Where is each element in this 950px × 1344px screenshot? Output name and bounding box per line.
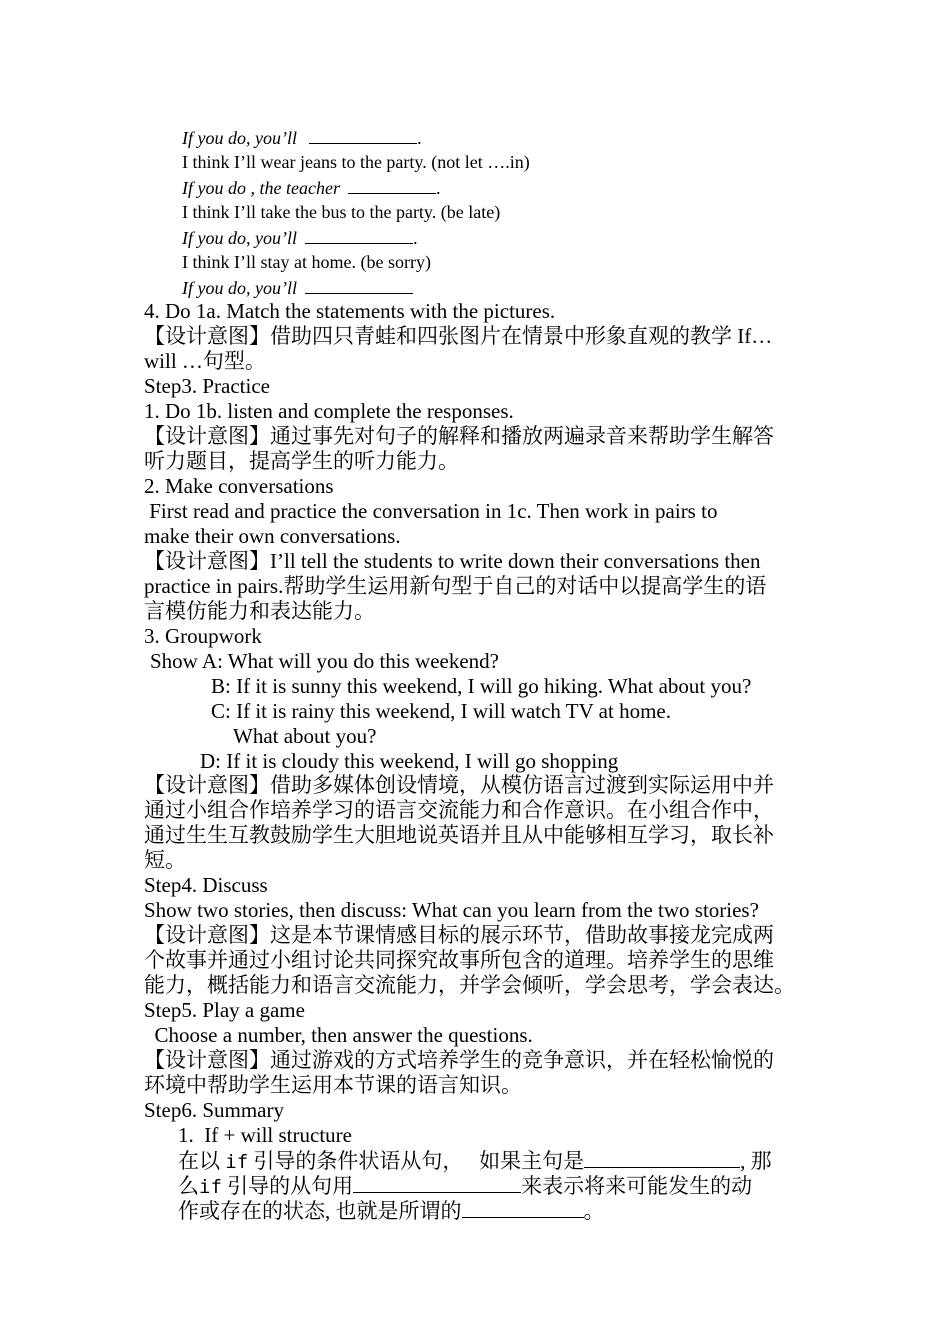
drill-line-6: I think I’ll stay at home. (be sorry) <box>182 252 431 272</box>
drill-line-7 <box>182 275 413 301</box>
design-intent-cont: 个故事并通过小组讨论共同探究故事所包含的道理。培养学生的思维 <box>144 948 774 972</box>
step-heading: Step4. Discuss <box>144 873 268 897</box>
answer-blank <box>353 1173 521 1193</box>
body-line: 3. Groupwork <box>144 624 262 648</box>
answer-blank <box>305 275 413 294</box>
design-intent-cont: 言模仿能力和表达能力。 <box>144 599 375 623</box>
answer-blank <box>584 1148 740 1168</box>
body-line: First read and practice the conversation in 1c. Then work in pairs to <box>144 499 718 523</box>
design-intent: 【设计意图】通过游戏的方式培养学生的竞争意识，并在轻松愉悦的 <box>144 1048 774 1072</box>
body-line: make their own conversations. <box>144 524 401 548</box>
design-intent-cont: 环境中帮助学生运用本节课的语言知识。 <box>144 1073 522 1097</box>
answer-blank <box>348 175 436 194</box>
drill-punct: . <box>413 228 418 248</box>
drill-line-4: I think I’ll take the bus to the party. (be late) <box>182 202 501 222</box>
design-intent-cont: 通过生生互教鼓励学生大胆地说英语并且从中能够相互学习，取长补 <box>144 823 774 847</box>
design-intent: 【设计意图】这是本节课情感目标的展示环节，借助故事接龙完成两 <box>144 923 774 947</box>
design-intent: 【设计意图】借助四只青蛙和四张图片在情景中形象直观的教学 If… <box>144 324 773 348</box>
dialogue-line-c-cont: What about you? <box>233 724 377 748</box>
drill-line-3 <box>182 175 441 201</box>
step-heading: Step5. Play a game <box>144 998 305 1022</box>
summary-line-2: 么if 引导的从句用 来表示将来可能发生的动 <box>178 1174 753 1198</box>
design-intent-cont: 能力，概括能力和语言交流能力，并学会倾听，学会思考，学会表达。 <box>144 973 795 997</box>
drill-punct: . <box>417 128 422 148</box>
design-intent: 【设计意图】I’ll tell the students to write down their conversations then <box>144 549 761 573</box>
drill-line-1 <box>182 125 422 151</box>
step-heading: Step6. Summary <box>144 1098 284 1122</box>
answer-blank <box>305 225 413 244</box>
summary-line-3: 作或存在的状态, 也就是所谓的 。 <box>178 1199 605 1223</box>
drill-punct: . <box>436 178 441 198</box>
design-intent-cont: 通过小组合作培养学习的语言交流能力和合作意识。在小组合作中， <box>144 798 774 822</box>
body-line: 4. Do 1a. Match the statements with the pictures. <box>144 299 556 323</box>
drill-text: If you do, you’ll <box>182 278 297 298</box>
drill-line-5 <box>182 225 418 251</box>
drill-text: If you do , the teacher <box>182 178 340 198</box>
summary-item: 1. If + will structure <box>178 1123 352 1147</box>
design-intent-cont: 听力题目，提高学生的听力能力。 <box>144 449 459 473</box>
drill-text: If you do, you’ll <box>182 128 297 148</box>
design-intent-cont: 短。 <box>144 848 186 872</box>
dialogue-line-c: C: If it is rainy this weekend, I will watch TV at home. <box>211 699 671 723</box>
dialogue-line-b: B: If it is sunny this weekend, I will go hiking. What about you? <box>211 674 752 698</box>
dialogue-line-a: Show A: What will you do this weekend? <box>150 649 499 673</box>
design-intent-cont: will …句型。 <box>144 349 266 373</box>
design-intent: 【设计意图】通过事先对句子的解释和播放两遍录音来帮助学生解答 <box>144 424 774 448</box>
drill-line-2: I think I’ll wear jeans to the party. (not let ….in) <box>182 152 530 172</box>
design-intent-cont: practice in pairs.帮助学生运用新句型于自己的对话中以提高学生的语 <box>144 574 767 598</box>
body-line: Show two stories, then discuss: What can you learn from the two stories? <box>144 898 759 922</box>
drill-text: If you do, you’ll <box>182 228 297 248</box>
answer-blank <box>309 125 417 144</box>
step-heading: Step3. Practice <box>144 374 270 398</box>
answer-blank <box>462 1198 584 1218</box>
dialogue-line-d: D: If it is cloudy this weekend, I will go shopping <box>200 749 619 773</box>
body-line: 2. Make conversations <box>144 474 334 498</box>
body-line: Choose a number, then answer the questions. <box>144 1023 533 1047</box>
summary-line-1: 在以 if 引导的条件状语从句， 如果主句是 , 那 <box>178 1149 772 1173</box>
body-line: 1. Do 1b. listen and complete the responses. <box>144 399 514 423</box>
design-intent: 【设计意图】借助多媒体创设情境，从模仿语言过渡到实际运用中并 <box>144 773 774 797</box>
